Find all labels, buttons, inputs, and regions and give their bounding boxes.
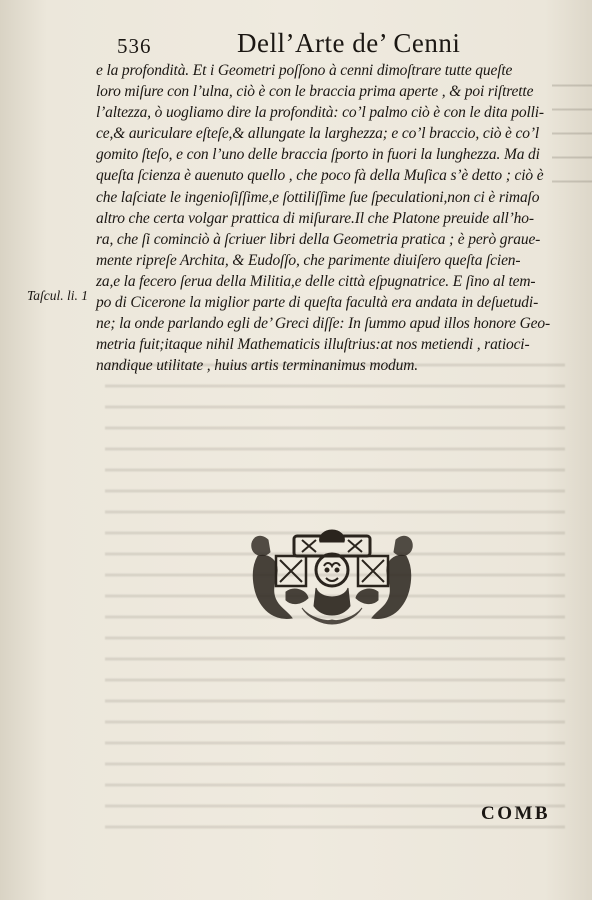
text-line: e la profondità. Et i Geometri poſſono à cenni dimoſtrare tutte queſte [96, 62, 513, 79]
text-line: za,e la fecero ſerua della Militia,e delle città eſpugnatrice. E ſino al tem- [96, 272, 536, 290]
body-paragraph [96, 60, 578, 376]
text-line: nandique utilitate , huius artis terminanimus modum. [96, 357, 419, 375]
text-line: l’altezza, ò uogliamo dire la profondità: co’l palmo ciò è con le dita polli- [96, 104, 544, 122]
text-line: altro che certa volgar prattica di miſurare.Il che Platone preuide all’ho- [96, 209, 534, 227]
printers-ornament-icon [246, 526, 418, 626]
text-line: queſta ſcienza è auenuto quello , che poco fà della Muſica s’è detto ; ciò è [96, 167, 544, 185]
text-line: ra, che ſi cominciò à ſcriuer libri della Geometria pratica ; è però graue- [96, 230, 541, 248]
catchword: COMB [481, 803, 551, 824]
text-line: metria fuit;itaque nihil Mathematicis illuſtrius:at nos metiendi , ratioci- [96, 336, 530, 354]
text-line: ne; la onde parlando egli de’ Greci diſſe: In ſummo apud illos honore Geo- [96, 315, 550, 333]
text-line: po di Cicerone la miglior parte di queſta facultà era andata in deſuetudi- [96, 294, 539, 312]
running-title: Dell’Arte de’ Cenni [237, 28, 461, 58]
text-line: loro miſure con l’ulna, ciò è con le braccia prima aperte , & poi riſtrette [96, 83, 534, 101]
text-line: che laſciate le ingenioſiſſime,e ſottiliſſime ſue ſpeculationi,non ci è rimaſo [96, 188, 540, 206]
margin-note: Taſcul. li. 1 [27, 288, 89, 303]
text-line: gomito ſteſo, e con l’uno delle braccia ſporto in fuori la lunghezza. Ma di [96, 146, 540, 164]
text-line: ce,& auriculare eſteſe,& allungate la larghezza; e co’l braccio, ciò è co’l [96, 125, 540, 143]
page-number: 536 [117, 34, 152, 58]
text-line: mente ripreſe Archita, & Eudoſſo, che parimente diuiſero queſta ſcien- [96, 251, 521, 269]
